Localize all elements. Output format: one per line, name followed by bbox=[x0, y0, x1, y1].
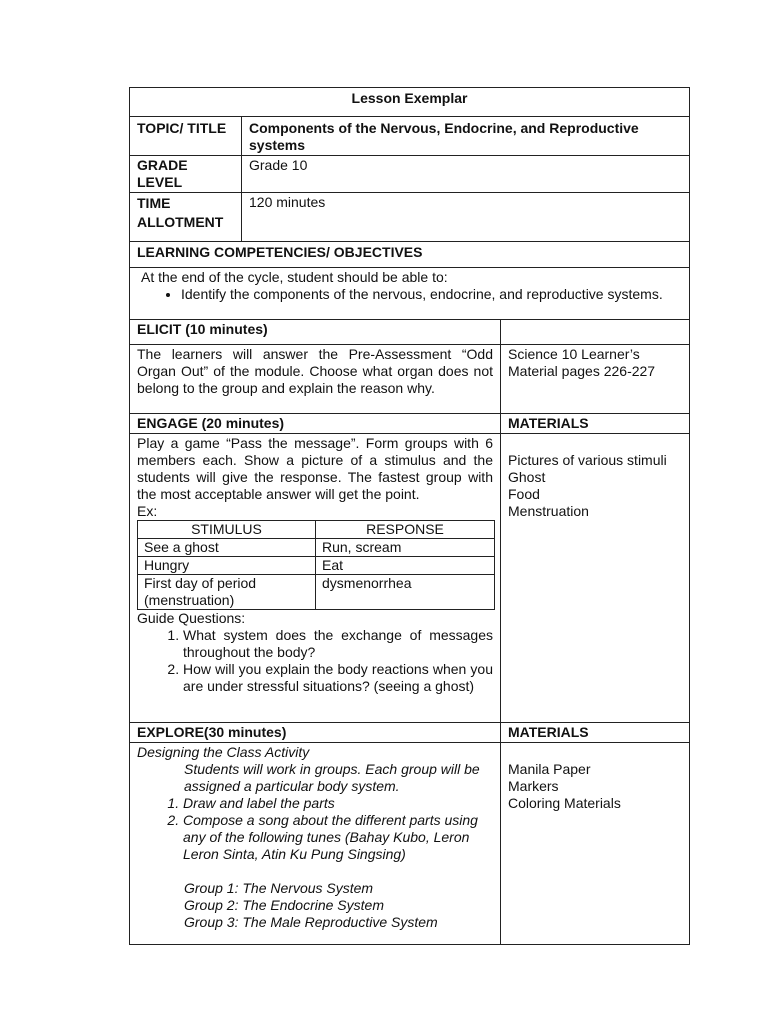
elicit-heading: ELICIT (10 minutes) bbox=[130, 320, 501, 345]
time-value: 120 minutes bbox=[242, 193, 690, 242]
engage-material-item: Pictures of various stimuli bbox=[508, 452, 667, 468]
explore-materials-heading: MATERIALS bbox=[501, 723, 690, 743]
explore-heading: EXPLORE(30 minutes) bbox=[130, 723, 501, 743]
elicit-materials: Science 10 Learner’s Material pages 226-227 bbox=[501, 345, 690, 414]
engage-content bbox=[130, 434, 501, 723]
explore-step: 2. Compose a song about the different parts using any of the following tunes (Bahay Kubo, Leron Leron Sinta, Atin Ku Pung Singsing) bbox=[183, 812, 493, 863]
sr-row bbox=[138, 557, 495, 575]
engage-text: Play a game “Pass the message”. Form groups with 6 members each. Show a picture of a stimulus and the students will give the response. The fastest group with the most acceptable answer will get the point. bbox=[137, 435, 493, 502]
competencies-heading: LEARNING COMPETENCIES/ OBJECTIVES bbox=[130, 242, 690, 268]
topic-label: TOPIC/ TITLE bbox=[130, 117, 242, 156]
sr-response-cell: Run, scream bbox=[316, 539, 495, 557]
competencies-intro: At the end of the cycle, student should be able to: bbox=[141, 269, 448, 285]
guide-questions-list bbox=[137, 627, 493, 695]
lesson-table bbox=[129, 87, 690, 945]
grade-label: GRADE LEVEL bbox=[130, 156, 242, 193]
sr-stimulus-cell: Hungry bbox=[138, 557, 316, 575]
explore-intro: Students will work in groups. Each group will be assigned a particular body system. bbox=[184, 761, 480, 794]
title-row bbox=[130, 88, 690, 117]
guide-questions-label: Guide Questions: bbox=[137, 610, 246, 626]
engage-materials-heading: MATERIALS bbox=[501, 414, 690, 434]
competencies-heading-row bbox=[130, 242, 690, 268]
competencies-row bbox=[130, 268, 690, 320]
explore-material-item: Markers bbox=[508, 778, 559, 794]
explore-group: Group 1: The Nervous System bbox=[184, 880, 374, 896]
engage-ex-label: Ex: bbox=[137, 503, 158, 519]
sr-header-stimulus: STIMULUS bbox=[138, 521, 316, 539]
engage-material-item: Menstruation bbox=[508, 503, 589, 519]
competencies-cell bbox=[130, 268, 690, 320]
explore-group: Group 3: The Male Reproductive System bbox=[184, 914, 438, 930]
explore-step: 1. Draw and label the parts bbox=[183, 795, 493, 812]
time-label: TIME ALLOTMENT bbox=[130, 193, 242, 242]
sr-stimulus-cell: See a ghost bbox=[138, 539, 316, 557]
engage-materials bbox=[501, 434, 690, 723]
explore-material-item: Coloring Materials bbox=[508, 795, 621, 811]
elicit-text: The learners will answer the Pre-Assessment “Odd Organ Out” of the module. Choose what organ does not belong to the group and explain the reason why. bbox=[130, 345, 501, 414]
engage-heading: ENGAGE (20 minutes) bbox=[130, 414, 501, 434]
sr-row bbox=[138, 575, 495, 610]
guide-question: 1. What system does the exchange of messages throughout the body? bbox=[183, 627, 493, 661]
elicit-heading-row bbox=[130, 320, 690, 345]
elicit-row bbox=[130, 345, 690, 414]
topic-row bbox=[130, 117, 690, 156]
stimulus-response-table bbox=[137, 520, 495, 610]
sr-response-cell: dysmenorrhea bbox=[316, 575, 495, 610]
competency-item: • Identify the components of the nervous, endocrine, and reproductive systems. bbox=[181, 286, 682, 303]
topic-value: Components of the Nervous, Endocrine, and Reproductive systems bbox=[242, 117, 690, 156]
explore-content bbox=[130, 743, 501, 945]
competencies-list bbox=[141, 286, 682, 303]
lesson-exemplar-document bbox=[129, 87, 689, 929]
elicit-heading-empty bbox=[501, 320, 690, 345]
engage-row bbox=[130, 434, 690, 723]
document-title: Lesson Exemplar bbox=[130, 88, 690, 117]
engage-heading-row bbox=[130, 414, 690, 434]
explore-heading-row bbox=[130, 723, 690, 743]
explore-material-item: Manila Paper bbox=[508, 761, 591, 777]
explore-subheading: Designing the Class Activity bbox=[137, 744, 310, 760]
explore-materials bbox=[501, 743, 690, 945]
explore-steps-list bbox=[137, 795, 493, 863]
time-row bbox=[130, 193, 690, 242]
sr-response-cell: Eat bbox=[316, 557, 495, 575]
grade-row bbox=[130, 156, 690, 193]
engage-material-item: Food bbox=[508, 486, 540, 502]
sr-row bbox=[138, 539, 495, 557]
sr-header-row bbox=[138, 521, 495, 539]
explore-group: Group 2: The Endocrine System bbox=[184, 897, 384, 913]
sr-header-response: RESPONSE bbox=[316, 521, 495, 539]
explore-row bbox=[130, 743, 690, 945]
grade-value: Grade 10 bbox=[242, 156, 690, 193]
engage-material-item: Ghost bbox=[508, 469, 546, 485]
sr-stimulus-cell: First day of period (menstruation) bbox=[138, 575, 316, 610]
guide-question: 2. How will you explain the body reactions when you are under stressful situations? (seeing a ghost) bbox=[183, 661, 493, 695]
